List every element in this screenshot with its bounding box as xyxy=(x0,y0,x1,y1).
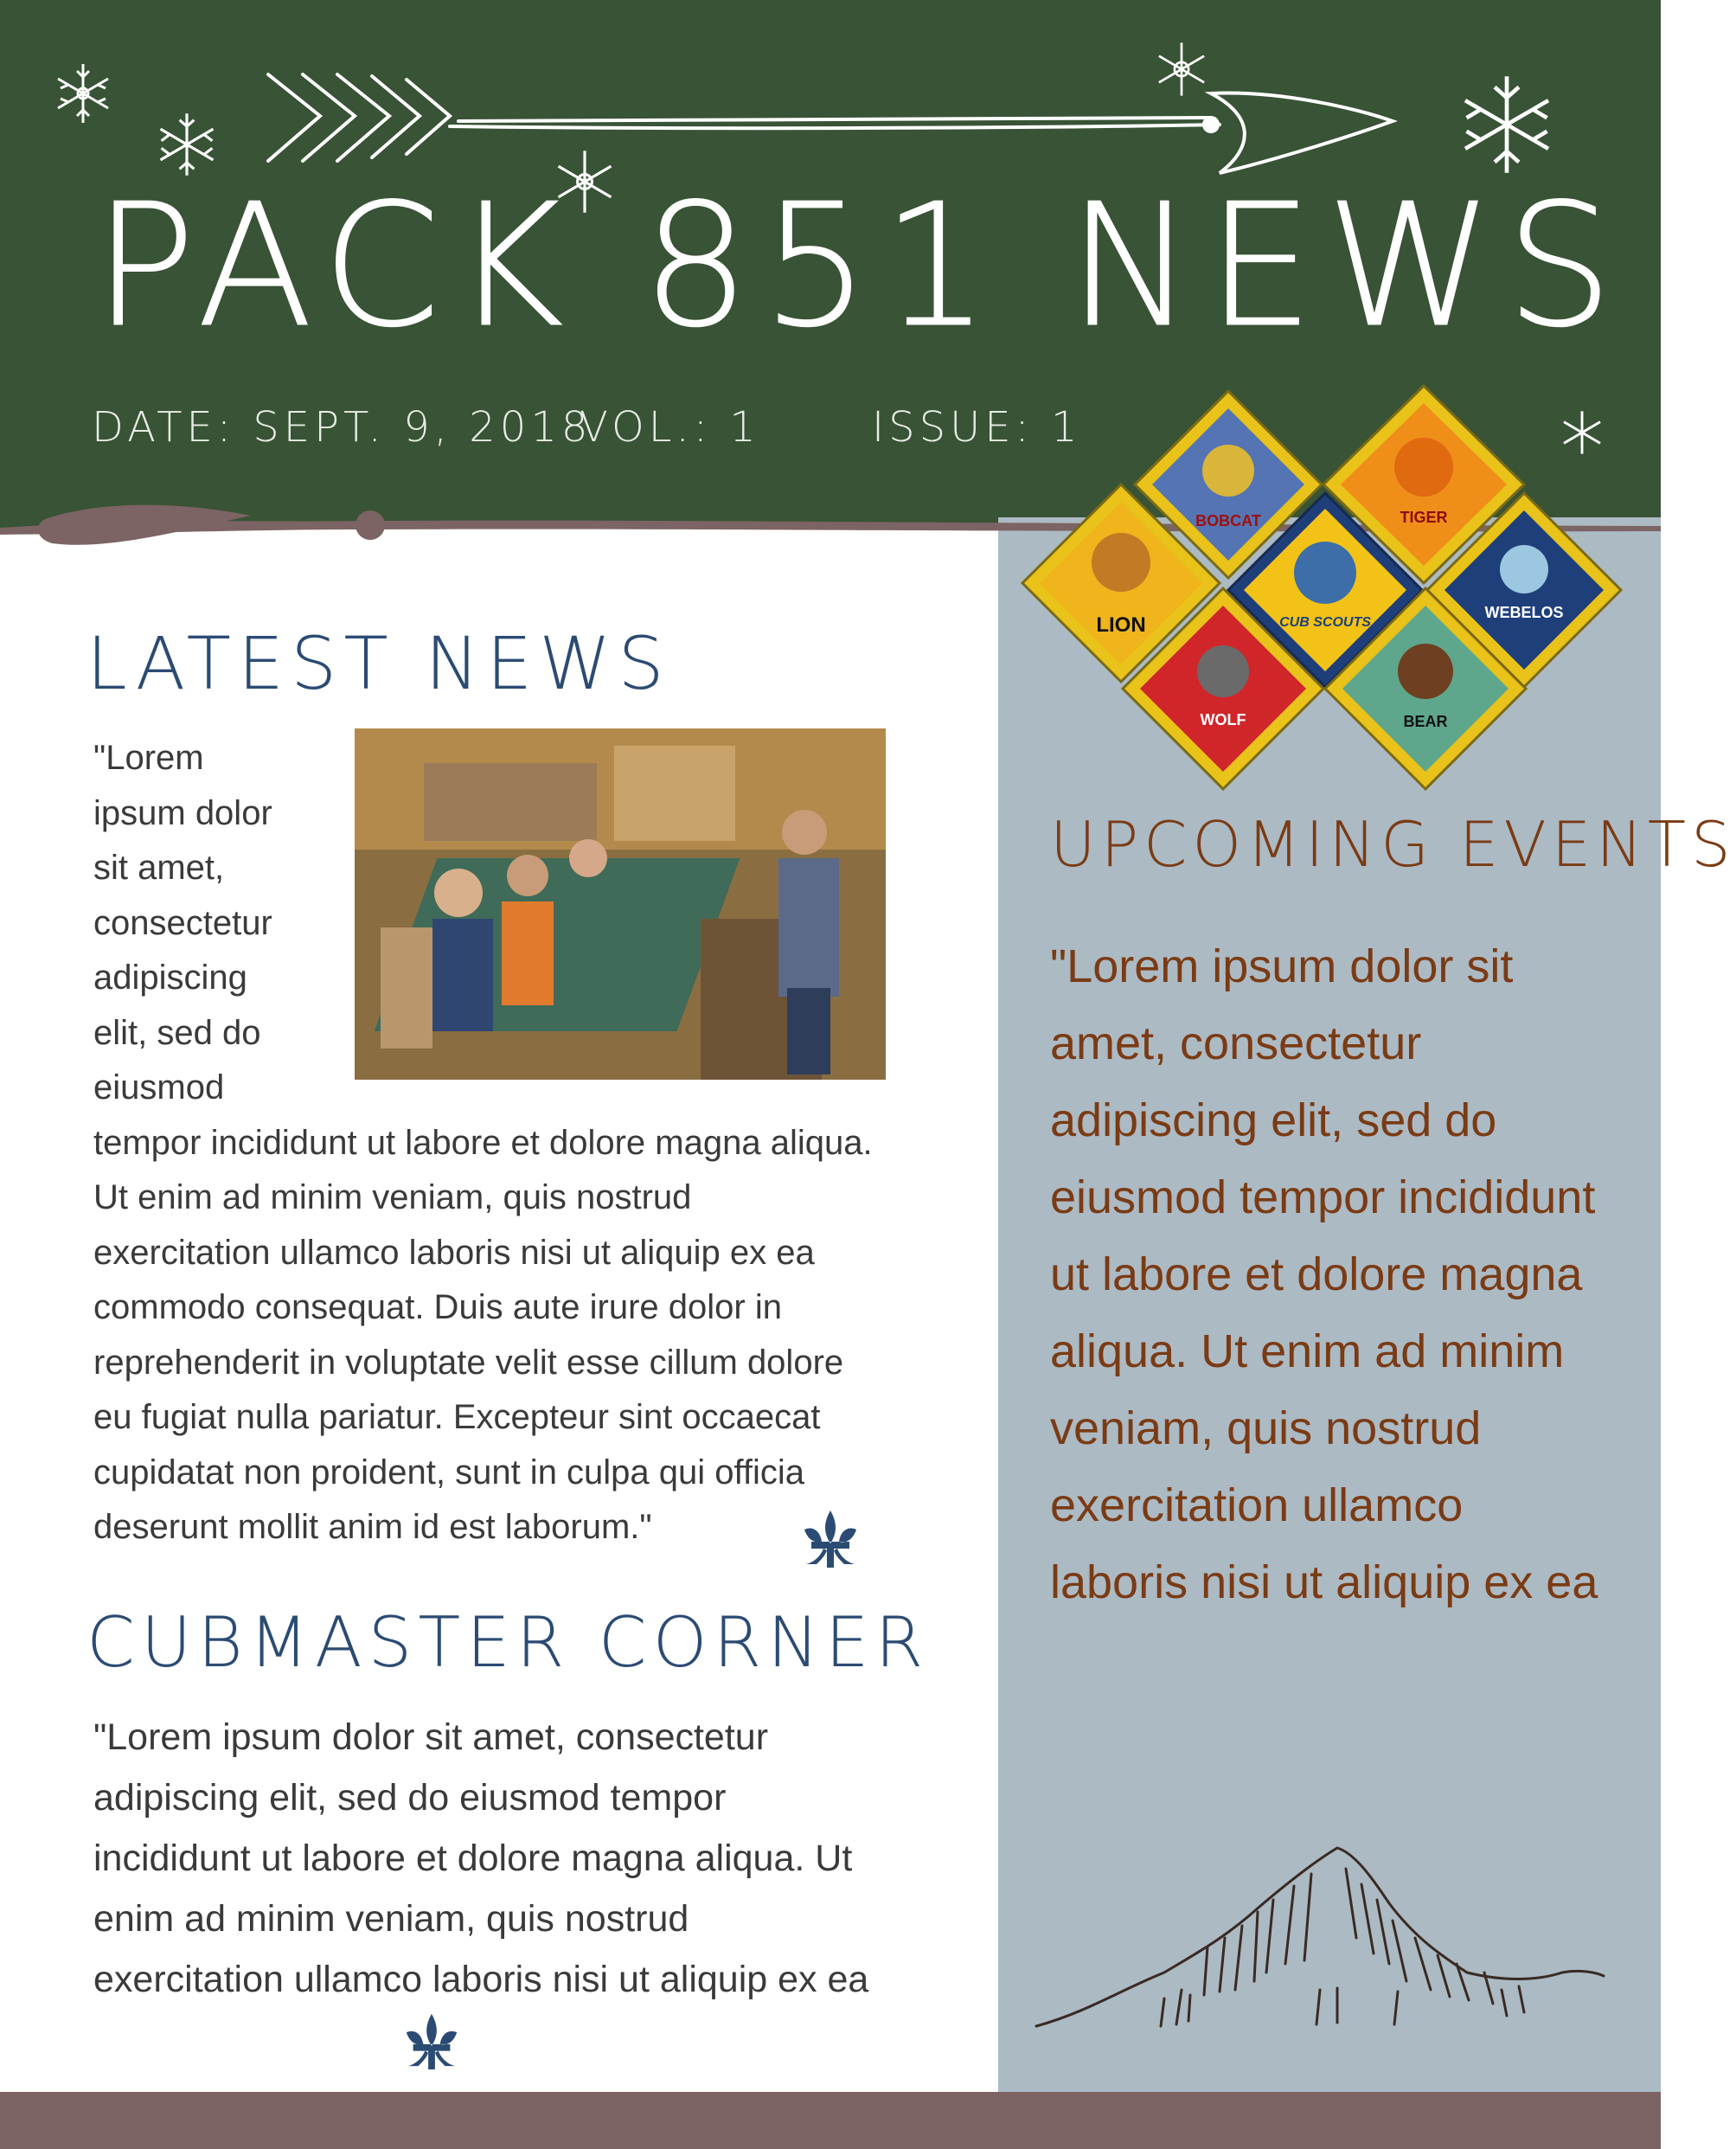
mountain-illustration xyxy=(1035,1843,1605,2033)
bear-label: BEAR xyxy=(1403,713,1448,730)
snowflake-icon xyxy=(1453,71,1560,178)
latest-news-article xyxy=(93,731,875,1556)
fleur-de-lis-icon xyxy=(401,2011,462,2071)
cubmaster-corner-text: "Lorem ipsum dolor sit amet, consectetur adipiscing elit, sed do eiusmod tempor incididunt ut labore et dolore magna aliqua. Ut enim ad minim veniam, quis nostrud exercitation ullamco laboris nisi ut aliquip ex ea xyxy=(93,1716,869,2000)
latest-news-text: "Lorem ipsum dolor sit amet, consectetur adipiscing elit, sed do eiusmod tempor incididunt ut labore et dolore magna aliqua. Ut enim ad minim veniam, quis nostrud exercitation ullamco laboris nisi ut aliquip ex ea commodo consequat. Duis aute irure dolor in reprehenderit in voluptate velit esse cillum dolore eu fugiat nulla pariatur. Excepteur sint occaecat cupidatat non proident, sunt in culpa qui officia deserunt mollit anim id est laborum." xyxy=(93,739,873,1546)
footer-bar xyxy=(0,2092,1661,2149)
snowflake-icon xyxy=(48,50,118,137)
fleur-de-lis-icon xyxy=(799,1507,862,1569)
issue-number: ISSUE: 1 xyxy=(872,403,1082,452)
newsletter-title: PACK 851 NEWS xyxy=(93,168,1626,365)
cubmaster-corner-heading: CUBMASTER CORNER xyxy=(86,1602,930,1683)
volume-number: VOL.: 1 xyxy=(580,403,760,452)
upcoming-events-heading: UPCOMING EVENTS xyxy=(1050,808,1736,881)
webelos-label: WEBELOS xyxy=(1484,604,1564,621)
latest-news-heading: LATEST NEWS xyxy=(86,621,671,706)
cub-scouts-label: CUB SCOUTS xyxy=(1279,615,1371,630)
den-meeting-photo xyxy=(355,728,886,1080)
wolf-label: WOLF xyxy=(1200,711,1246,728)
tiger-label: TIGER xyxy=(1400,509,1448,526)
issue-date: DATE: SEPT. 9, 2018 xyxy=(92,403,593,452)
cub-scout-rank-badges xyxy=(1021,381,1626,796)
bobcat-label: BOBCAT xyxy=(1195,512,1261,529)
lion-label: LION xyxy=(1096,613,1146,637)
upcoming-events-text: "Lorem ipsum dolor sit amet, consectetur adipiscing elit, sed do eiusmod tempor incididunt ut labore et dolore magna aliqua. Ut enim ad minim veniam, quis nostrud exercitation ullamco laboris nisi ut aliquip ex ea xyxy=(1050,940,1598,1608)
